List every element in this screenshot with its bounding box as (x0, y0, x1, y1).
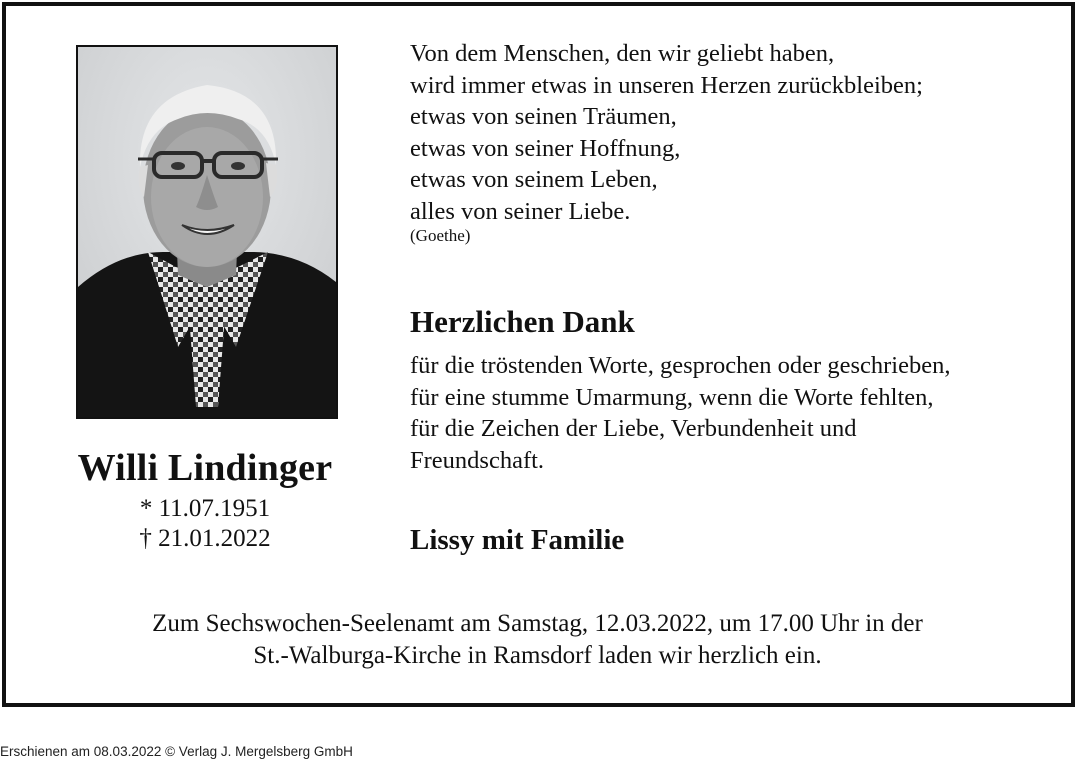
poem-line: Von dem Menschen, den wir geliebt haben, (410, 40, 835, 67)
life-dates (40, 494, 370, 554)
poem-line: etwas von seinen Träumen, (410, 103, 677, 130)
poem-line: etwas von seinem Leben, (410, 166, 658, 193)
thanks-line: für die Zeichen der Liebe, Verbundenheit und (410, 415, 857, 442)
thanks-line: Freundschaft. (410, 446, 545, 474)
portrait-photo (76, 45, 338, 419)
memorial-service-notice (0, 608, 1075, 672)
portrait-illustration (78, 47, 336, 417)
death-date: † 21.01.2022 (139, 525, 271, 552)
birth-date: * 11.07.1951 (139, 495, 271, 522)
thanks-line: für die tröstenden Worte, gesprochen oder geschrieben, (410, 352, 951, 379)
publication-footer: Erschienen am 08.03.2022 © Verlag J. Mergelsberg GmbH (0, 744, 353, 759)
thanks-line: für eine stumme Umarmung, wenn die Worte fehlten, (410, 383, 934, 411)
thanks-text (410, 350, 950, 476)
family-signature: Lissy mit Familie (410, 524, 625, 556)
thanks-heading: Herzlichen Dank (410, 304, 635, 339)
poem-line: wird immer etwas in unseren Herzen zurückbleiben; (410, 71, 923, 99)
notice-line: Zum Sechswochen-Seelenamt am Samstag, 12.03.2022, um 17.00 Uhr in der (152, 610, 923, 637)
poem-quote (410, 38, 923, 247)
poem-source: (Goethe) (410, 226, 471, 245)
deceased-name: Willi Lindinger (77, 447, 333, 489)
poem-line: etwas von seiner Hoffnung, (410, 134, 681, 162)
poem-line: alles von seiner Liebe. (410, 197, 631, 225)
notice-line: St.-Walburga-Kirche in Ramsdorf laden wir herzlich ein. (253, 642, 822, 669)
